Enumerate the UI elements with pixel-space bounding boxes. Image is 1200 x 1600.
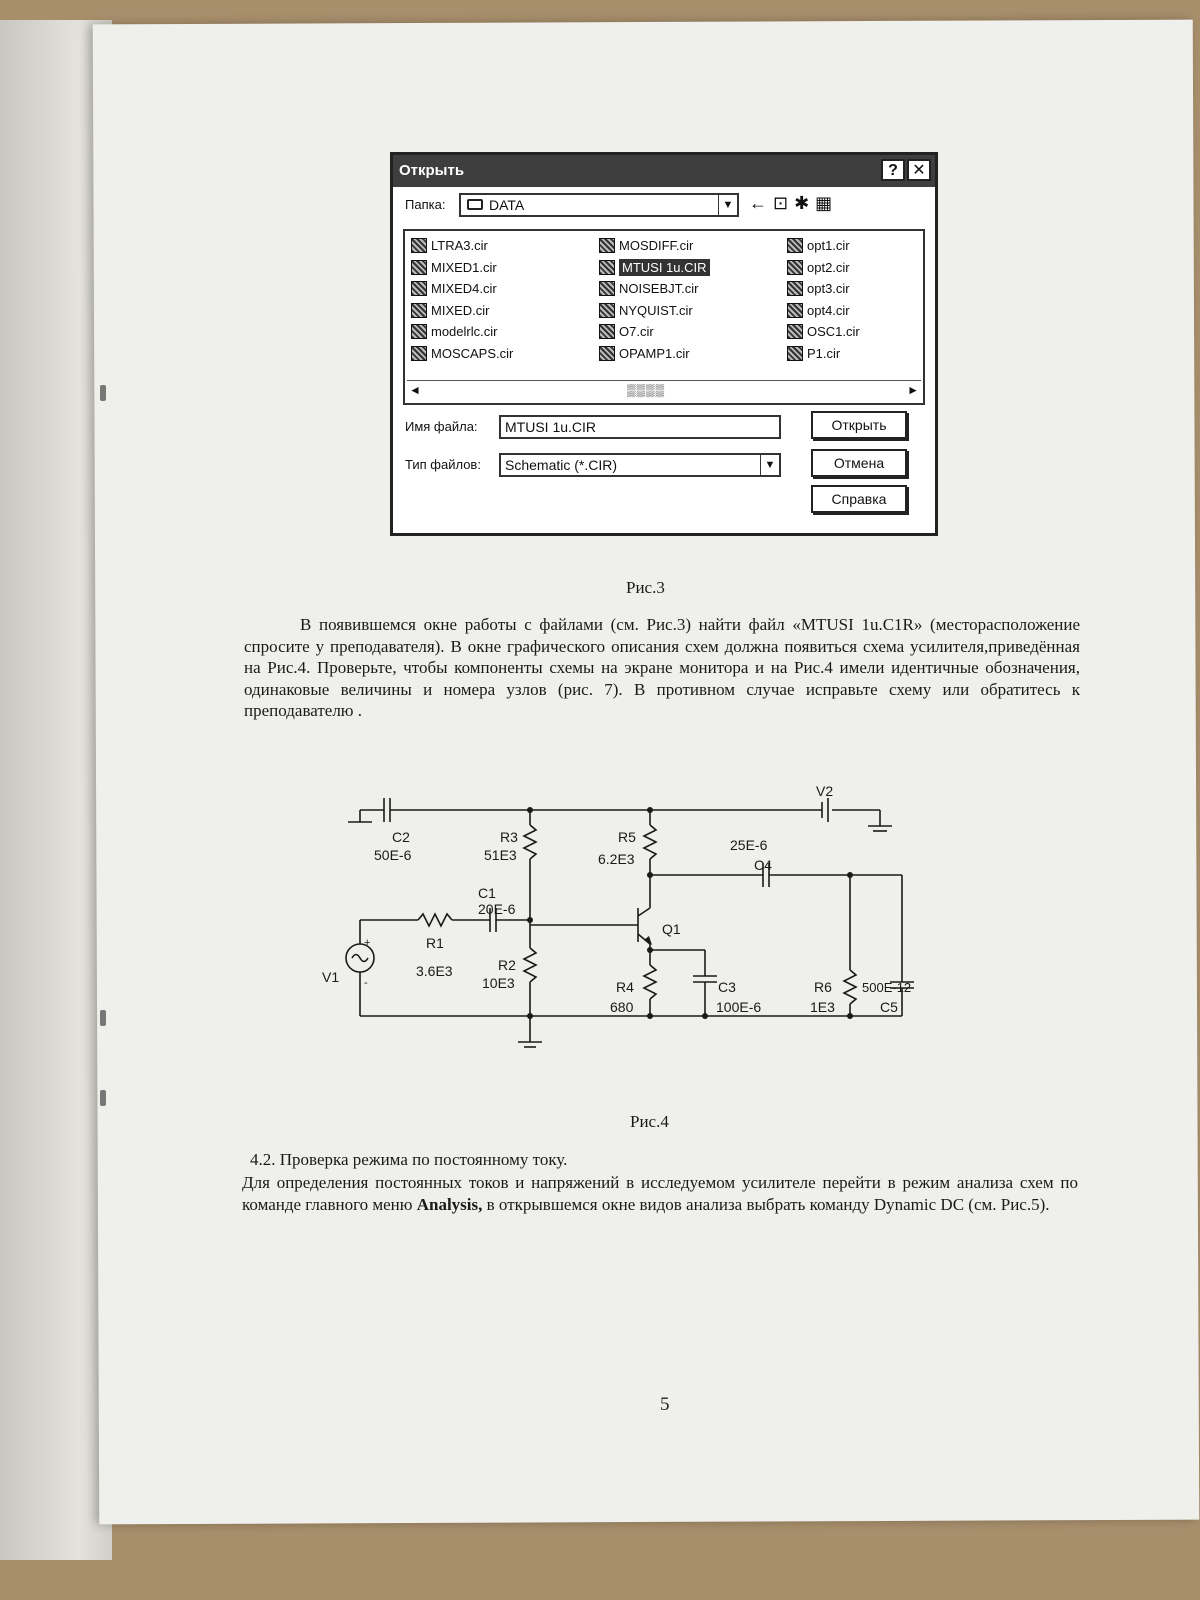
filename-input[interactable]: MTUSI 1u.CIR xyxy=(499,415,781,439)
label-r2: R2 xyxy=(498,957,516,973)
label-r6: R6 xyxy=(814,979,832,995)
folder-value: DATA xyxy=(489,197,525,213)
list-item[interactable]: modelrlc.cir xyxy=(409,321,513,343)
list-item[interactable]: NYQUIST.cir xyxy=(597,300,710,322)
label-r1: R1 xyxy=(426,935,444,951)
value-r6: 1E3 xyxy=(810,999,835,1015)
list-item-selected[interactable]: MTUSI 1u.CIR xyxy=(597,257,710,279)
open-button[interactable]: Открыть xyxy=(811,411,907,439)
value-c2: 50E-6 xyxy=(374,847,412,863)
folder-select[interactable] xyxy=(459,193,739,217)
close-icon[interactable]: ✕ xyxy=(907,159,931,181)
file-column xyxy=(597,235,710,364)
circuit-file-icon xyxy=(411,260,427,275)
list-item[interactable]: O7.cir xyxy=(597,321,710,343)
horizontal-scrollbar[interactable] xyxy=(407,380,921,401)
label-r5: R5 xyxy=(618,829,636,845)
label-c3: C3 xyxy=(718,979,736,995)
file-column xyxy=(409,235,513,364)
list-item[interactable]: OPAMP1.cir xyxy=(597,343,710,365)
list-item[interactable]: MIXED4.cir xyxy=(409,278,513,300)
label-r3: R3 xyxy=(500,829,518,845)
value-r5: 6.2E3 xyxy=(598,851,635,867)
circuit-file-icon xyxy=(599,303,615,318)
help-button[interactable]: Справка xyxy=(811,485,907,513)
label-v2: V2 xyxy=(816,783,834,799)
scroll-left-icon[interactable]: ◄ xyxy=(409,383,421,397)
label-c4: C4 xyxy=(754,857,772,873)
circuit-file-icon xyxy=(787,346,803,361)
amplifier-schematic xyxy=(322,780,920,1070)
list-item[interactable]: P1.cir xyxy=(785,343,860,365)
circuit-file-icon xyxy=(411,346,427,361)
value-c5: 500E-12 xyxy=(862,980,912,995)
filetype-label: Тип файлов: xyxy=(405,457,481,472)
list-item[interactable]: OSC1.cir xyxy=(785,321,860,343)
circuit-file-icon xyxy=(787,238,803,253)
filetype-value: Schematic (*.CIR) xyxy=(505,457,618,473)
list-item[interactable]: opt3.cir xyxy=(785,278,860,300)
toolbar-icons[interactable]: ←⊡✱▦ xyxy=(749,193,839,213)
circuit-file-icon xyxy=(411,303,427,318)
scroll-right-icon[interactable]: ► xyxy=(907,383,919,397)
circuit-file-icon xyxy=(787,281,803,296)
label-v1: V1 xyxy=(322,969,340,985)
chevron-down-icon[interactable]: ▼ xyxy=(760,455,779,475)
scroll-thumb[interactable]: ▒▒▒▒ xyxy=(627,383,666,397)
value-r4: 680 xyxy=(610,999,634,1015)
label-c2: C2 xyxy=(392,829,410,845)
circuit-file-icon xyxy=(787,303,803,318)
circuit-file-icon xyxy=(411,281,427,296)
list-item[interactable]: MIXED.cir xyxy=(409,300,513,322)
label-q1: Q1 xyxy=(662,921,681,937)
folder-icon xyxy=(467,199,483,210)
figure-caption: Рис.3 xyxy=(626,578,665,597)
plus-sign: + xyxy=(364,937,371,949)
staple-mark xyxy=(100,385,106,401)
dialog-titlebar xyxy=(393,155,935,187)
staple-mark xyxy=(100,1090,106,1106)
list-item[interactable]: LTRA3.cir xyxy=(409,235,513,257)
file-list[interactable] xyxy=(403,229,925,405)
value-c3: 100E-6 xyxy=(716,999,762,1015)
circuit-file-icon xyxy=(599,346,615,361)
list-item[interactable]: MOSCAPS.cir xyxy=(409,343,513,365)
value-r1: 3.6E3 xyxy=(416,963,453,979)
page-number: 5 xyxy=(660,1394,670,1415)
circuit-file-icon xyxy=(411,238,427,253)
body-paragraph: Для определения постоянных токов и напряжений в исследуемом усилителе перейти в режим анализа схем по команде главного меню Analysis, в открывшемся окне видов анализа выбрать команду Dynamic DC (см. Рис.5). xyxy=(242,1173,1078,1214)
circuit-file-icon xyxy=(599,281,615,296)
filename-label: Имя файла: xyxy=(405,419,478,434)
circuit-file-icon xyxy=(599,260,615,275)
value-c1: 20E-6 xyxy=(478,901,516,917)
filetype-select[interactable] xyxy=(499,453,781,477)
circuit-file-icon xyxy=(787,260,803,275)
chevron-down-icon[interactable]: ▼ xyxy=(718,195,737,215)
minus-sign: - xyxy=(364,977,368,989)
folder-label: Папка: xyxy=(405,197,446,212)
label-c5: C5 xyxy=(880,999,898,1015)
label-c1: C1 xyxy=(478,885,496,901)
circuit-file-icon xyxy=(411,324,427,339)
list-item[interactable]: MOSDIFF.cir xyxy=(597,235,710,257)
list-item[interactable]: NOISEBJT.cir xyxy=(597,278,710,300)
figure-caption: Рис.4 xyxy=(630,1112,669,1131)
section-heading: 4.2. Проверка режима по постоянному току. xyxy=(250,1150,568,1169)
value-r2: 10E3 xyxy=(482,975,515,991)
body-paragraph: В появившемся окне работы с файлами (см. Рис.3) найти файл «MTUSI 1u.C1R» (месторасположение спросите у преподавателя). В окне графического описания схем должна появиться схема усилителя,приведённая на Рис.4. Проверьте, чтобы компоненты схемы на экране монитора и на Рис.4 имели идентичные обозначения, одинаковые величины и номера узлов (рис. 7). В противном случае исправьте схему или обратитесь к преподавателю . xyxy=(244,615,1080,720)
circuit-file-icon xyxy=(599,238,615,253)
list-item[interactable]: opt2.cir xyxy=(785,257,860,279)
circuit-file-icon xyxy=(599,324,615,339)
cancel-button[interactable]: Отмена xyxy=(811,449,907,477)
dialog-title: Открыть xyxy=(399,162,465,179)
list-item[interactable]: opt4.cir xyxy=(785,300,860,322)
value-r3: 51E3 xyxy=(484,847,517,863)
open-file-dialog xyxy=(390,152,938,536)
list-item[interactable]: MIXED1.cir xyxy=(409,257,513,279)
list-item[interactable]: opt1.cir xyxy=(785,235,860,257)
circuit-file-icon xyxy=(787,324,803,339)
help-icon[interactable]: ? xyxy=(881,159,905,181)
staple-mark xyxy=(100,1010,106,1026)
value-c4: 25E-6 xyxy=(730,837,768,853)
file-column xyxy=(785,235,860,364)
label-r4: R4 xyxy=(616,979,634,995)
